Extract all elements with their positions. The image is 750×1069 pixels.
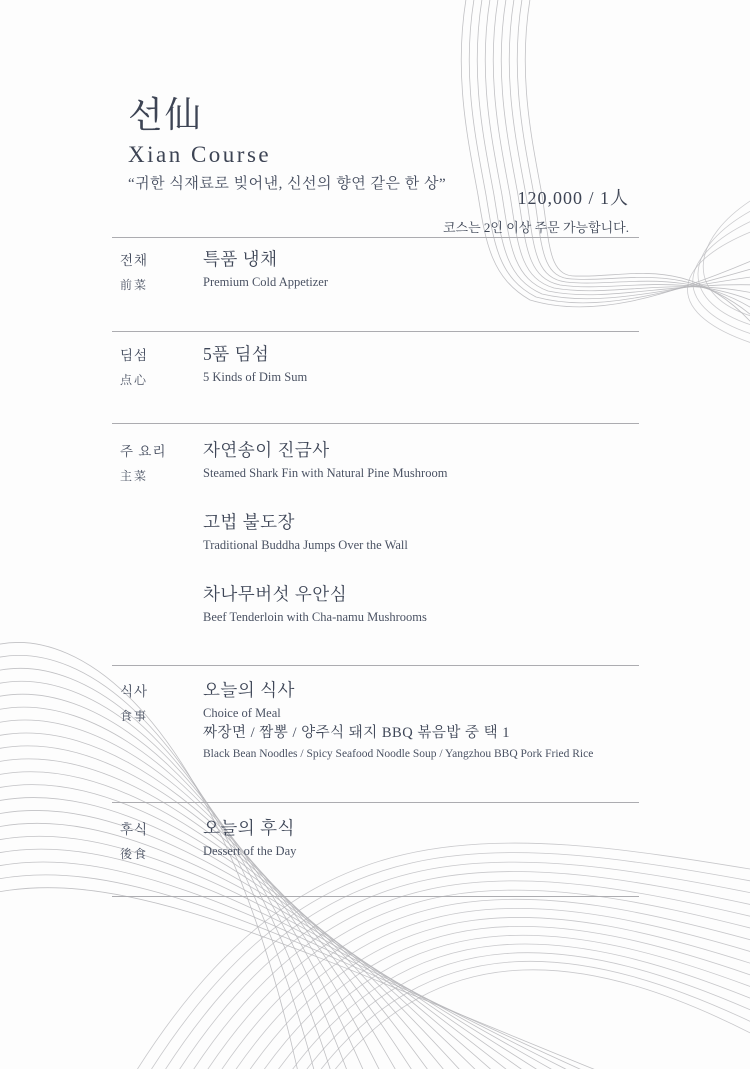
menu-section-dimsum bbox=[112, 340, 639, 388]
item-options-english: Black Bean Noodles / Spicy Seafood Noodle Soup / Yangzhou BBQ Pork Fried Rice bbox=[203, 748, 594, 760]
section-label bbox=[112, 818, 203, 862]
item-name-korean: 고법 불도장 bbox=[203, 511, 295, 532]
section-divider bbox=[112, 423, 639, 424]
section-divider bbox=[112, 896, 639, 897]
item-name-korean: 5품 딤섬 bbox=[203, 344, 270, 364]
menu-section-main bbox=[112, 436, 639, 625]
section-divider bbox=[112, 665, 639, 666]
course-price: 120,000 / 1人 bbox=[517, 188, 629, 208]
course-tagline: “귀한 식재료로 빚어낸, 신선의 향연 같은 한 상” bbox=[128, 176, 447, 192]
item-name-english: Traditional Buddha Jumps Over the Wall bbox=[203, 537, 408, 552]
item-name-english: Premium Cold Appetizer bbox=[203, 274, 328, 289]
section-label bbox=[112, 249, 203, 293]
menu-section-appetizer bbox=[112, 245, 639, 293]
section-label-hanja: 食事 bbox=[120, 709, 149, 723]
section-items bbox=[203, 440, 639, 625]
item-name-korean: 자연송이 진금사 bbox=[203, 440, 330, 460]
section-divider bbox=[112, 802, 639, 803]
section-label-hanja: 点心 bbox=[120, 373, 149, 387]
section-label bbox=[112, 440, 203, 625]
menu-item bbox=[203, 584, 639, 625]
section-divider bbox=[112, 331, 639, 332]
section-label-korean: 주 요리 bbox=[120, 444, 167, 459]
section-label-hanja: 前菜 bbox=[120, 278, 149, 292]
item-name-english: Choice of Meal bbox=[203, 705, 281, 720]
menu-item bbox=[203, 818, 639, 859]
course-title-english: Xian Course bbox=[128, 142, 272, 167]
item-name-korean: 오늘의 후식 bbox=[203, 818, 295, 838]
price-block bbox=[443, 184, 629, 236]
section-label-korean: 후식 bbox=[120, 822, 149, 837]
menu-item bbox=[203, 680, 639, 721]
item-options-korean: 짜장면 / 짬뽕 / 양주식 돼지 BBQ 볶음밥 중 택 1 bbox=[203, 724, 510, 741]
section-label bbox=[112, 344, 203, 388]
item-name-english: 5 Kinds of Dim Sum bbox=[203, 369, 308, 384]
item-name-english: Beef Tenderloin with Cha-namu Mushrooms bbox=[203, 609, 427, 624]
section-label-korean: 전채 bbox=[120, 253, 149, 268]
section-items bbox=[203, 344, 639, 388]
section-items bbox=[203, 818, 639, 862]
menu-item bbox=[203, 440, 639, 481]
menu-section-dessert bbox=[112, 814, 639, 862]
section-label-korean: 딤섬 bbox=[120, 348, 149, 363]
section-label-korean: 식사 bbox=[120, 684, 149, 699]
course-title-korean: 선仙 bbox=[128, 95, 203, 135]
menu-item-options bbox=[203, 724, 639, 762]
item-name-english: Dessert of the Day bbox=[203, 843, 297, 858]
price-note: 코스는 2인 이상 주문 가능합니다. bbox=[442, 220, 629, 235]
item-name-korean: 차나무버섯 우안심 bbox=[203, 583, 348, 604]
item-name-korean: 특품 냉채 bbox=[203, 249, 278, 269]
section-label-hanja: 後食 bbox=[120, 847, 149, 861]
menu-section-meal bbox=[112, 676, 639, 762]
menu-item bbox=[203, 249, 639, 290]
section-label-hanja: 主菜 bbox=[120, 469, 149, 483]
menu-item bbox=[203, 512, 639, 553]
menu-item bbox=[203, 344, 639, 385]
section-divider bbox=[112, 237, 639, 238]
item-name-english: Steamed Shark Fin with Natural Pine Mushroom bbox=[203, 465, 448, 480]
section-items bbox=[203, 249, 639, 293]
section-label bbox=[112, 680, 203, 762]
section-items bbox=[203, 680, 639, 762]
item-name-korean: 오늘의 식사 bbox=[203, 680, 295, 700]
